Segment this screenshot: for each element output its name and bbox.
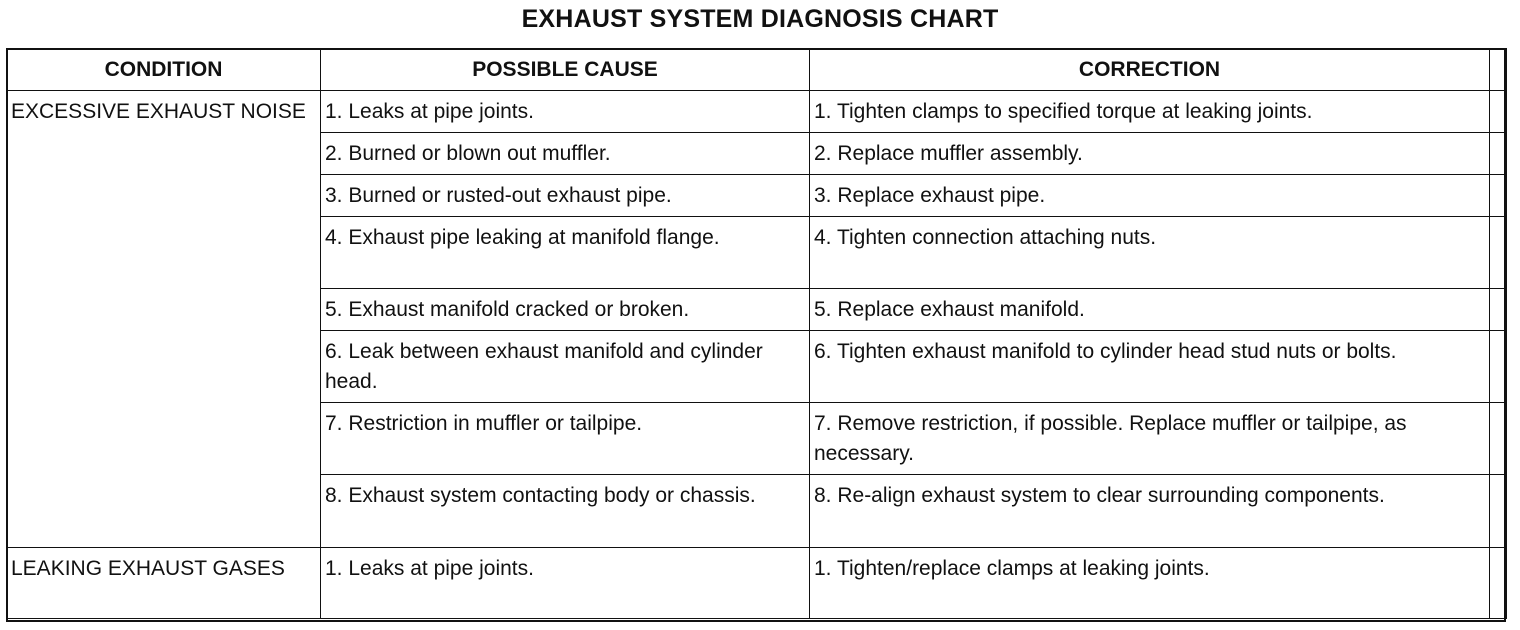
cause-cell: 4. Exhaust pipe leaking at manifold flange. <box>321 217 810 289</box>
correction-header: CORRECTION <box>810 49 1490 91</box>
correction-cell: 7. Remove restriction, if possible. Replace muffler or tailpipe, as necessary. <box>810 403 1490 475</box>
cause-cell: 8. Exhaust system contacting body or chassis. <box>321 475 810 548</box>
condition-cell: LEAKING EXHAUST GASES <box>7 548 321 619</box>
correction-cell: 1. Tighten clamps to specified torque at leaking joints. <box>810 91 1490 133</box>
condition-cell: EXCESSIVE EXHAUST NOISE <box>7 91 321 548</box>
correction-cell: 6. Tighten exhaust manifold to cylinder head stud nuts or bolts. <box>810 331 1490 403</box>
chart-title: EXHAUST SYSTEM DIAGNOSIS CHART <box>521 5 999 33</box>
correction-cell: 3. Replace exhaust pipe. <box>810 175 1490 217</box>
correction-cell: 4. Tighten connection attaching nuts. <box>810 217 1490 289</box>
table-outer-border <box>6 48 1506 622</box>
cause-cell: 7. Restriction in muffler or tailpipe. <box>321 403 810 475</box>
condition-header: CONDITION <box>7 49 321 91</box>
cause-cell: 6. Leak between exhaust manifold and cylinder head. <box>321 331 810 403</box>
cause-cell: 2. Burned or blown out muffler. <box>321 133 810 175</box>
cause-cell: 3. Burned or rusted-out exhaust pipe. <box>321 175 810 217</box>
cause-cell: 1. Leaks at pipe joints. <box>321 548 810 619</box>
correction-cell: 8. Re-align exhaust system to clear surrounding components. <box>810 475 1490 548</box>
correction-cell: 2. Replace muffler assembly. <box>810 133 1490 175</box>
cause-cell: 5. Exhaust manifold cracked or broken. <box>321 289 810 331</box>
correction-cell: 5. Replace exhaust manifold. <box>810 289 1490 331</box>
correction-cell: 1. Tighten/replace clamps at leaking joints. <box>810 548 1490 619</box>
possible-cause-header: POSSIBLE CAUSE <box>321 49 810 91</box>
cause-cell: 1. Leaks at pipe joints. <box>321 91 810 133</box>
